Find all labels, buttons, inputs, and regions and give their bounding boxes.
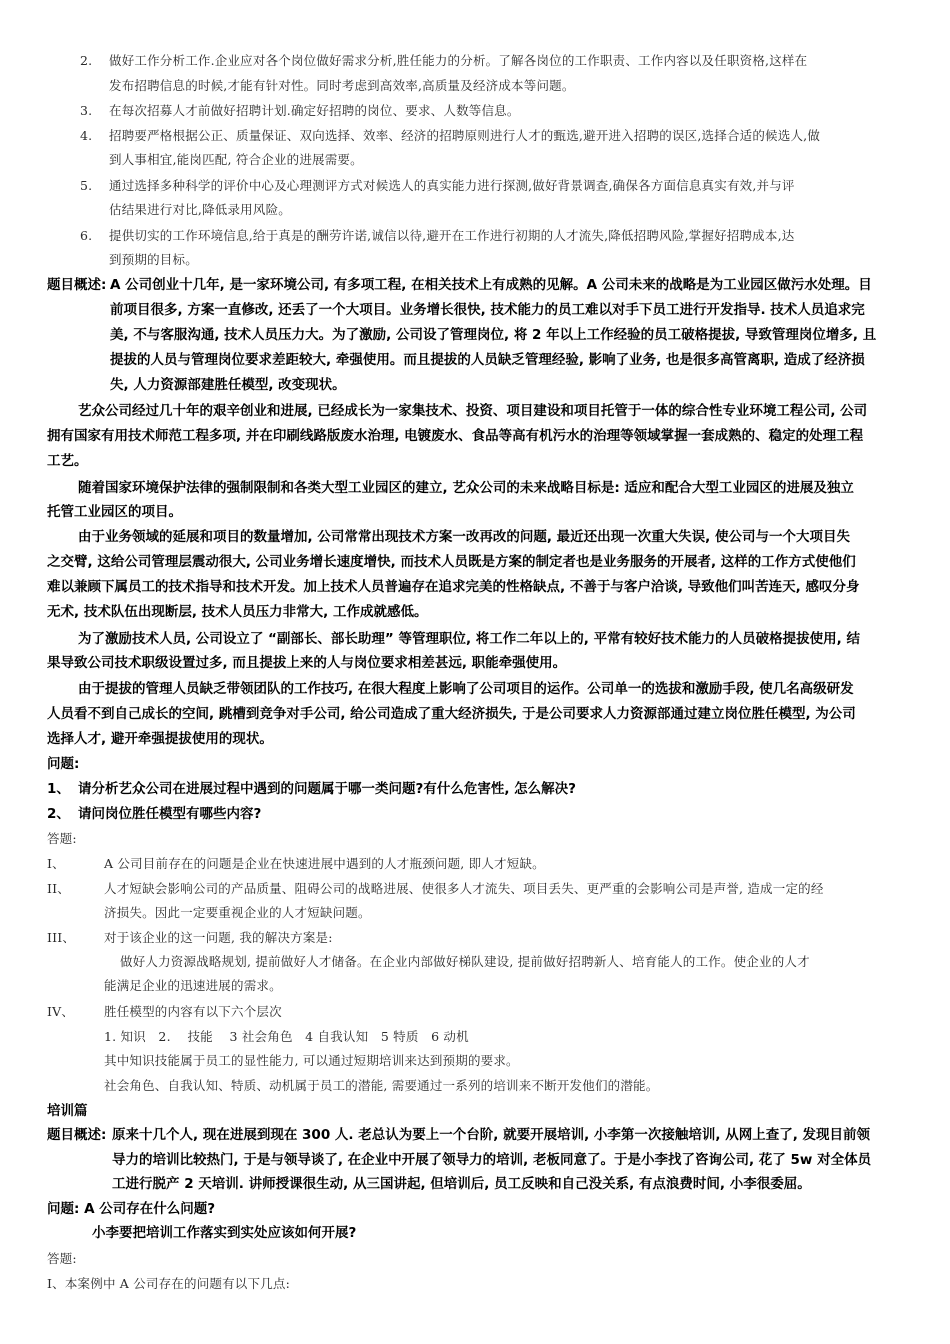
item-3-number: 3. [80,103,93,118]
case-para-1-line-1: 艺众公司经过几十年的艰辛创业和进展, 已经成长为一家集技术、投资、项目建设和项目托管于一体的综合性专业环境工程公司, 公司 [78,403,868,419]
question-2-number: 2、 [47,806,70,822]
case-para-3-line-2: 之交臂, 这给公司管理层震动很大, 公司业务增长速度增快, 而技术人员既是方案的制定者也是业务服务的开展者, 这样的工作方式使他们 [47,554,856,570]
item-6-number: 6. [80,228,93,243]
answer-2-number: II、 [47,881,70,896]
training-heading: 培训篇 [47,1103,88,1119]
answers-label: 答题: [47,831,77,846]
training-answers-label: 答题: [47,1251,77,1266]
summary-line-4: 提拔的人员与管理岗位要求差距较大, 牵强使用。而且提拔的人员缺乏管理经验, 影响了业务, 也是很多高管离职, 造成了经济损 [110,352,865,368]
solution-line-1: 做好人力资源战略规划, 提前做好人才储备。在企业内部做好梯队建设, 提前做好招聘新人、培育能人的工作。使企业的人才 [120,954,810,969]
case-para-4-line-1: 为了激励技术人员, 公司设立了 “副部长、部长助理” 等管理职位, 将工作二年以上的, 平常有较好技术能力的人员破格提拔使用, 结 [78,631,860,647]
training-question-1: 问题: A 公司存在什么问题? [47,1201,216,1217]
summary-label: 题目概述: [47,277,107,293]
item-4-line-1: 招聘要严格根据公正、质量保证、双向选择、效率、经济的招聘原则进行人才的甄选,避开进入招聘的误区,选择合适的候选人,做 [109,128,821,143]
training-question-2: 小李要把培训工作落实到实处应该如何开展? [92,1225,357,1241]
item-3-line-1: 在每次招募人才前做好招聘计划.确定好招聘的岗位、要求、人数等信息。 [109,103,520,118]
item-5-line-1: 通过选择多种科学的评价中心及心理测评方式对候选人的真实能力进行探测,做好背景调查,确保各方面信息真实有效,并与评 [109,178,795,193]
case-para-3-line-1: 由于业务领域的延展和项目的数量增加, 公司常常出现技术方案一改再改的问题, 最近还出现一次重大失误, 使公司与一个大项目失 [78,529,850,545]
case-para-3-line-3: 难以兼顾下属员工的技术指导和技术开发。加上技术人员普遍存在追求完美的性格缺点, 不善于与客户洽谈, 导致他们叫苦连天, 感叹分身 [47,579,860,595]
item-2-line-2: 发布招聘信息的时候,才能有针对性。同时考虑到高效率,高质量及经济成本等问题。 [109,78,575,93]
competency-levels: 1. 知识 2. 技能 3 社会角色 4 自我认知 5 特质 6 动机 [104,1029,469,1044]
summary-line-2: 前项目很多, 方案一直修改, 还丢了一个大项目。业务增长很快, 技术能力的员工难以对手下员工进行开发指导. 技术人员追求完 [110,302,865,318]
question-2-text: 请问岗位胜任模型有哪些内容? [78,806,262,822]
summary-line-3: 美, 不与客服沟通, 技术人员压力大。为了激励, 公司设了管理岗位, 将 2 年以上工作经验的员工破格提拔, 导致管理岗位增多, 且 [110,327,877,343]
case-para-3-line-4: 无术, 技术队伍出现断层, 技术人员压力非常大, 工作成就感低。 [47,604,428,620]
answer-1-line-1: A 公司目前存在的问题是企业在快速进展中遇到的人才瓶颈问题, 即人才短缺。 [104,856,545,871]
answer-4-text: 胜任模型的内容有以下六个层次 [104,1004,282,1019]
question-1-number: 1、 [47,781,70,797]
item-5-line-2: 估结果进行对比,降低录用风险。 [109,202,291,217]
answer-3-line-1: 对于该企业的这一问题, 我的解决方案是: [104,930,333,945]
item-2-line-1: 做好工作分析工作.企业应对各个岗位做好需求分析,胜任能力的分析。了解各岗位的工作职责、工作内容以及任职资格,这样在 [109,53,808,68]
case-para-1-line-3: 工艺。 [47,453,88,469]
summary-line-1: A 公司创业十几年, 是一家环境公司, 有多项工程, 在相关技术上有成熟的见解。A 公司未来的战略是为工业园区做污水处理。目 [110,277,872,293]
competency-note-2: 社会角色、自我认知、特质、动机属于员工的潜能, 需要通过一系列的培训来不断开发他们的潜能。 [104,1078,659,1093]
answer-1-number: I、 [47,856,65,871]
training-summary-line-3: 工进行脱产 2 天培训. 讲师授课很生动, 从三国讲起, 但培训后, 员工反映和自己没关系, 有点浪费时间, 小李很委屈。 [112,1176,811,1192]
item-6-line-1: 提供切实的工作环境信息,给于真是的酬劳许诺,诚信以待,避开在工作进行初期的人才流失,降低招聘风险,掌握好招聘成本,达 [109,228,795,243]
item-4-line-2: 到人事相宜,能岗匹配, 符合企业的进展需要。 [109,152,363,167]
solution-line-2: 能满足企业的迅速进展的需求。 [104,978,282,993]
question-1-text: 请分析艺众公司在进展过程中遇到的问题属于哪一类问题?有什么危害性, 怎么解决? [78,781,576,797]
training-answer-1: I、本案例中 A 公司存在的问题有以下几点: [47,1276,291,1291]
case-para-2-line-2: 托管工业园区的项目。 [47,504,182,520]
training-summary-line-2: 导力的培训比较热门, 于是与领导谈了, 在企业中开展了领导力的培训, 老板同意了。于是小李找了咨询公司, 花了 5w 对全体员 [112,1152,872,1168]
summary-line-5: 失, 人力资源部建胜任模型, 改变现状。 [110,377,346,393]
answer-3-number: III、 [47,930,76,945]
case-para-5-line-2: 人员看不到自己成长的空间, 跳槽到竞争对手公司, 给公司造成了重大经济损失, 于是公司要求人力资源部通过建立岗位胜任模型, 为公司 [47,706,856,722]
questions-label: 问题: [47,756,80,772]
item-4-number: 4. [80,128,93,143]
case-para-4-line-2: 果导致公司技术职级设置过多, 而且提拔上来的人与岗位要求相差甚远, 职能牵强使用。 [47,655,567,671]
answer-2-line-1: 人才短缺会影响公司的产品质量、阻碍公司的战略进展、使很多人才流失、项目丢失、更严重的会影响公司是声誉, 造成一定的经 [104,881,824,896]
case-para-5-line-3: 选择人才, 避开牵强提拔使用的现状。 [47,731,273,747]
training-summary-line-1: 原来十几个人, 现在进展到现在 300 人. 老总认为要上一个台阶, 就要开展培训, 小李第一次接触培训, 从网上查了, 发现目前领 [112,1127,871,1143]
answer-2-line-2: 济损失。因此一定要重视企业的人才短缺问题。 [104,905,371,920]
case-para-5-line-1: 由于提拔的管理人员缺乏带领团队的工作技巧, 在很大程度上影响了公司项目的运作。公司单一的选拔和激励手段, 使几名高级研发 [78,681,854,697]
case-para-1-line-2: 拥有国家有用技术师范工程多项, 并在印刷线路版废水治理, 电镀废水、食品等高有机污水的治理等领域掌握一套成熟的、稳定的处理工程 [47,428,864,444]
competency-note-1: 其中知识技能属于员工的显性能力, 可以通过短期培训来达到预期的要求。 [104,1053,519,1068]
item-5-number: 5. [80,178,93,193]
item-6-line-2: 到预期的目标。 [109,252,198,267]
item-2-number: 2. [80,53,93,68]
training-summary-label: 题目概述: [47,1127,107,1143]
case-para-2-line-1: 随着国家环境保护法律的强制限制和各类大型工业园区的建立, 艺众公司的未来战略目标是: 适应和配合大型工业园区的进展及独立 [78,480,854,496]
answer-4-number: IV、 [47,1004,75,1019]
